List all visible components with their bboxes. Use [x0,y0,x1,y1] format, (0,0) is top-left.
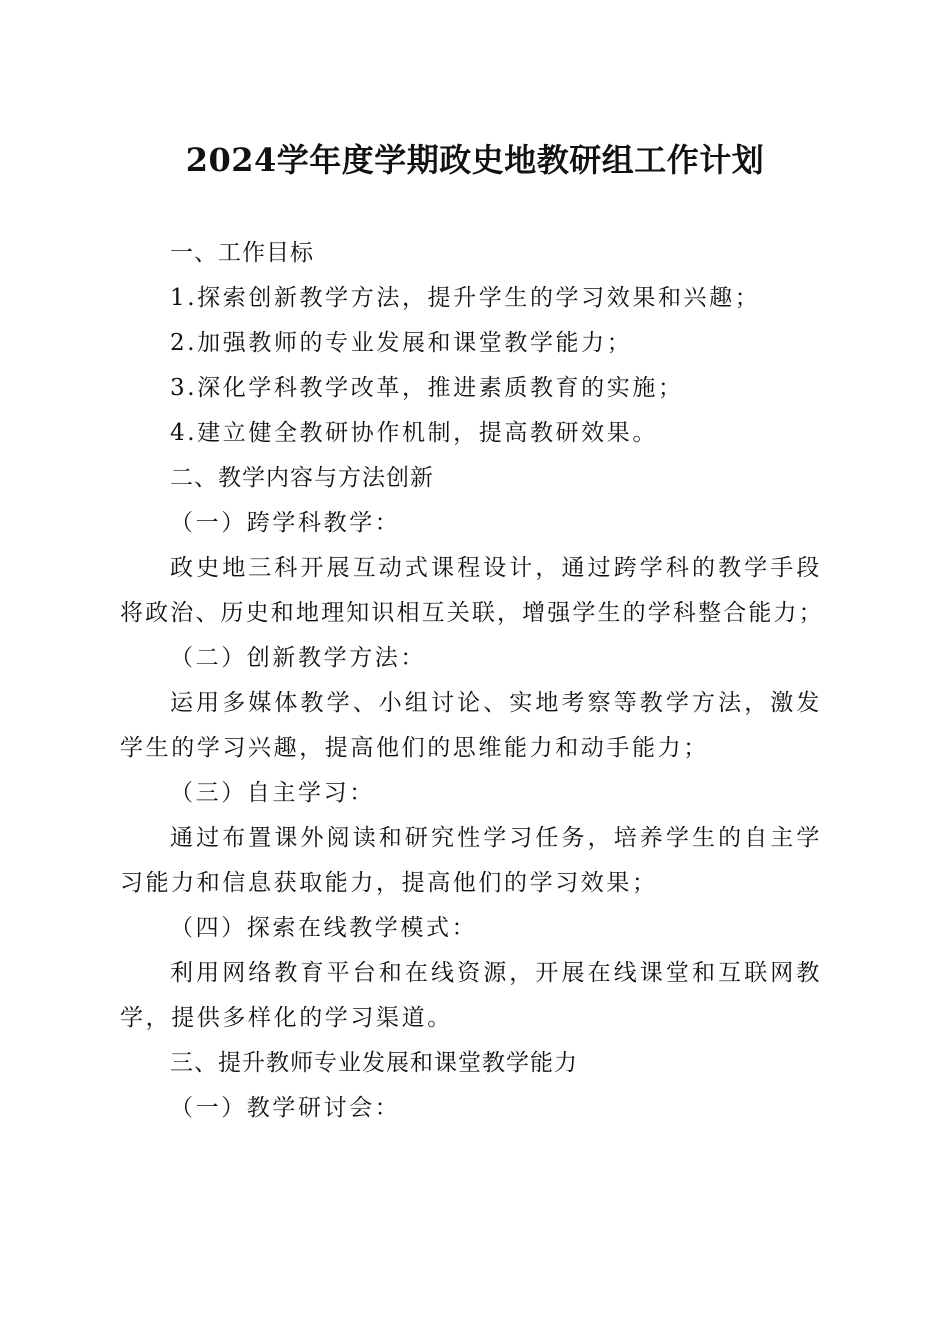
subsection-innovative-methods-title: （二）创新教学方法： [170,645,426,671]
subsection-online-teaching-title: （四）探索在线教学模式： [170,915,478,941]
section1-heading: 一、工作目标 [170,240,314,266]
document-title: 2024学年度学期政史地教研组工作计划 [185,141,765,179]
paragraph-line: 学生的学习兴趣，提高他们的思维能力和动手能力； [120,735,709,761]
subsection-self-study-title: （三）自主学习： [170,780,375,806]
paragraph-line: 通过布置课外阅读和研究性学习任务，培养学生的自主学 [170,825,822,851]
paragraph-line: 学，提供多样化的学习渠道。 [120,1005,453,1031]
section3-heading: 三、提升教师专业发展和课堂教学能力 [170,1050,578,1076]
goal-item-3: 3.深化学科教学改革，推进素质教育的实施； [170,375,684,401]
subsection-seminar-title: （一）教学研讨会： [170,1095,401,1121]
goal-item-1: 1.探索创新教学方法，提升学生的学习效果和兴趣； [170,285,761,311]
section2-heading: 二、教学内容与方法创新 [170,465,434,491]
subsection-interdisciplinary-title: （一）跨学科教学： [170,510,401,536]
goal-item-2: 2.加强教师的专业发展和课堂教学能力； [170,330,633,356]
paragraph-line: 将政治、历史和地理知识相互关联，增强学生的学科整合能力； [120,600,822,626]
paragraph-line: 利用网络教育平台和在线资源，开展在线课堂和互联网教 [170,960,822,986]
paragraph-line: 政史地三科开展互动式课程设计，通过跨学科的教学手段 [170,555,822,581]
paragraph-line: 习能力和信息获取能力，提高他们的学习效果； [120,870,658,896]
goal-item-4: 4.建立健全教研协作机制，提高教研效果。 [170,420,658,446]
paragraph-line: 运用多媒体教学、小组讨论、实地考察等教学方法，激发 [170,690,822,716]
